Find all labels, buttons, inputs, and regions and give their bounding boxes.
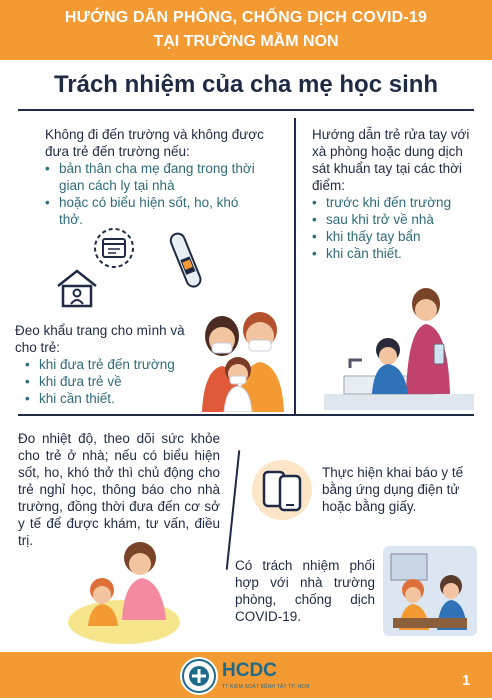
logo-subtitle: TT KIỂM SOÁT BỆNH TẬT TP. HCM bbox=[222, 684, 310, 690]
list-item: • khi đưa trẻ đến trường bbox=[25, 356, 185, 373]
phone-icon bbox=[250, 458, 314, 522]
no-school-heading: Không đi đến trường và không được đưa trẻ đến trường nếu: bbox=[45, 127, 264, 159]
logo-text: HCDC bbox=[222, 660, 277, 681]
list-item: • khi đưa trẻ về bbox=[25, 373, 185, 390]
hcdc-logo-icon bbox=[180, 657, 218, 695]
list-item: • khi cần thiết. bbox=[312, 245, 472, 262]
cooperation-block: Có trách nhiệm phối hợp với nhà trường phòng, chống dịch COVID-19. bbox=[235, 558, 375, 624]
page-title: Trách nhiệm của cha mẹ học sinh bbox=[53, 71, 439, 98]
vertical-divider bbox=[294, 118, 296, 414]
temperature-block: Đo nhiệt độ, theo dõi sức khỏe cho trẻ ở nhà; nếu có biểu hiện sốt, ho, khó thở thì chủ động cho trẻ nghỉ học, thông báo cho nhà trường, đồng thời đưa đến cơ sở y tế để được khám, tư vấn, điều trị. bbox=[18, 431, 220, 548]
thermometer-icon bbox=[168, 228, 204, 294]
mask-block bbox=[15, 322, 185, 407]
home-icon bbox=[55, 266, 99, 310]
handwash-heading: Hướng dẫn trẻ rửa tay với xà phòng hoặc dung dịch sát khuẩn tay tại các thời điểm: bbox=[312, 127, 470, 193]
declaration-block: Thực hiện khai báo y tế bằng ứng dụng điện tử hoặc bằng giấy. bbox=[322, 465, 464, 514]
school-meeting-illustration bbox=[383, 546, 477, 636]
no-school-list bbox=[45, 160, 265, 228]
no-school-block bbox=[45, 126, 265, 228]
header-line-2: TẠI TRƯỜNG MẦM NON bbox=[153, 33, 339, 50]
list-item: • bản thân cha mẹ đang trong thời gian cách ly tại nhà bbox=[45, 160, 265, 194]
list-item: • hoặc có biểu hiện sốt, ho, khó thở. bbox=[45, 194, 265, 228]
mask-heading: Đeo khẩu trang cho mình và cho trẻ: bbox=[15, 323, 185, 355]
handwash-block bbox=[312, 126, 472, 262]
handwash-list bbox=[312, 194, 472, 262]
page-number: 1 bbox=[462, 672, 471, 689]
list-item: • sau khi trở về nhà bbox=[312, 211, 472, 228]
list-item: • khi cần thiết. bbox=[25, 390, 185, 407]
family-masks-illustration bbox=[188, 300, 292, 412]
mask-list bbox=[25, 356, 185, 407]
calendar-clock-icon bbox=[92, 226, 136, 270]
mother-child-illustration bbox=[62, 540, 188, 648]
diagonal-divider bbox=[226, 450, 241, 570]
handwashing-illustration bbox=[324, 284, 474, 410]
header-banner bbox=[0, 0, 492, 60]
title-divider bbox=[18, 109, 474, 111]
header-line-1: HƯỚNG DẪN PHÒNG, CHỐNG DỊCH COVID-19 bbox=[64, 9, 428, 26]
list-item: • khi thấy tay bẩn bbox=[312, 228, 472, 245]
list-item: • trước khi đến trường bbox=[312, 194, 472, 211]
hcdc-logo bbox=[180, 657, 218, 695]
middle-divider bbox=[18, 414, 474, 416]
